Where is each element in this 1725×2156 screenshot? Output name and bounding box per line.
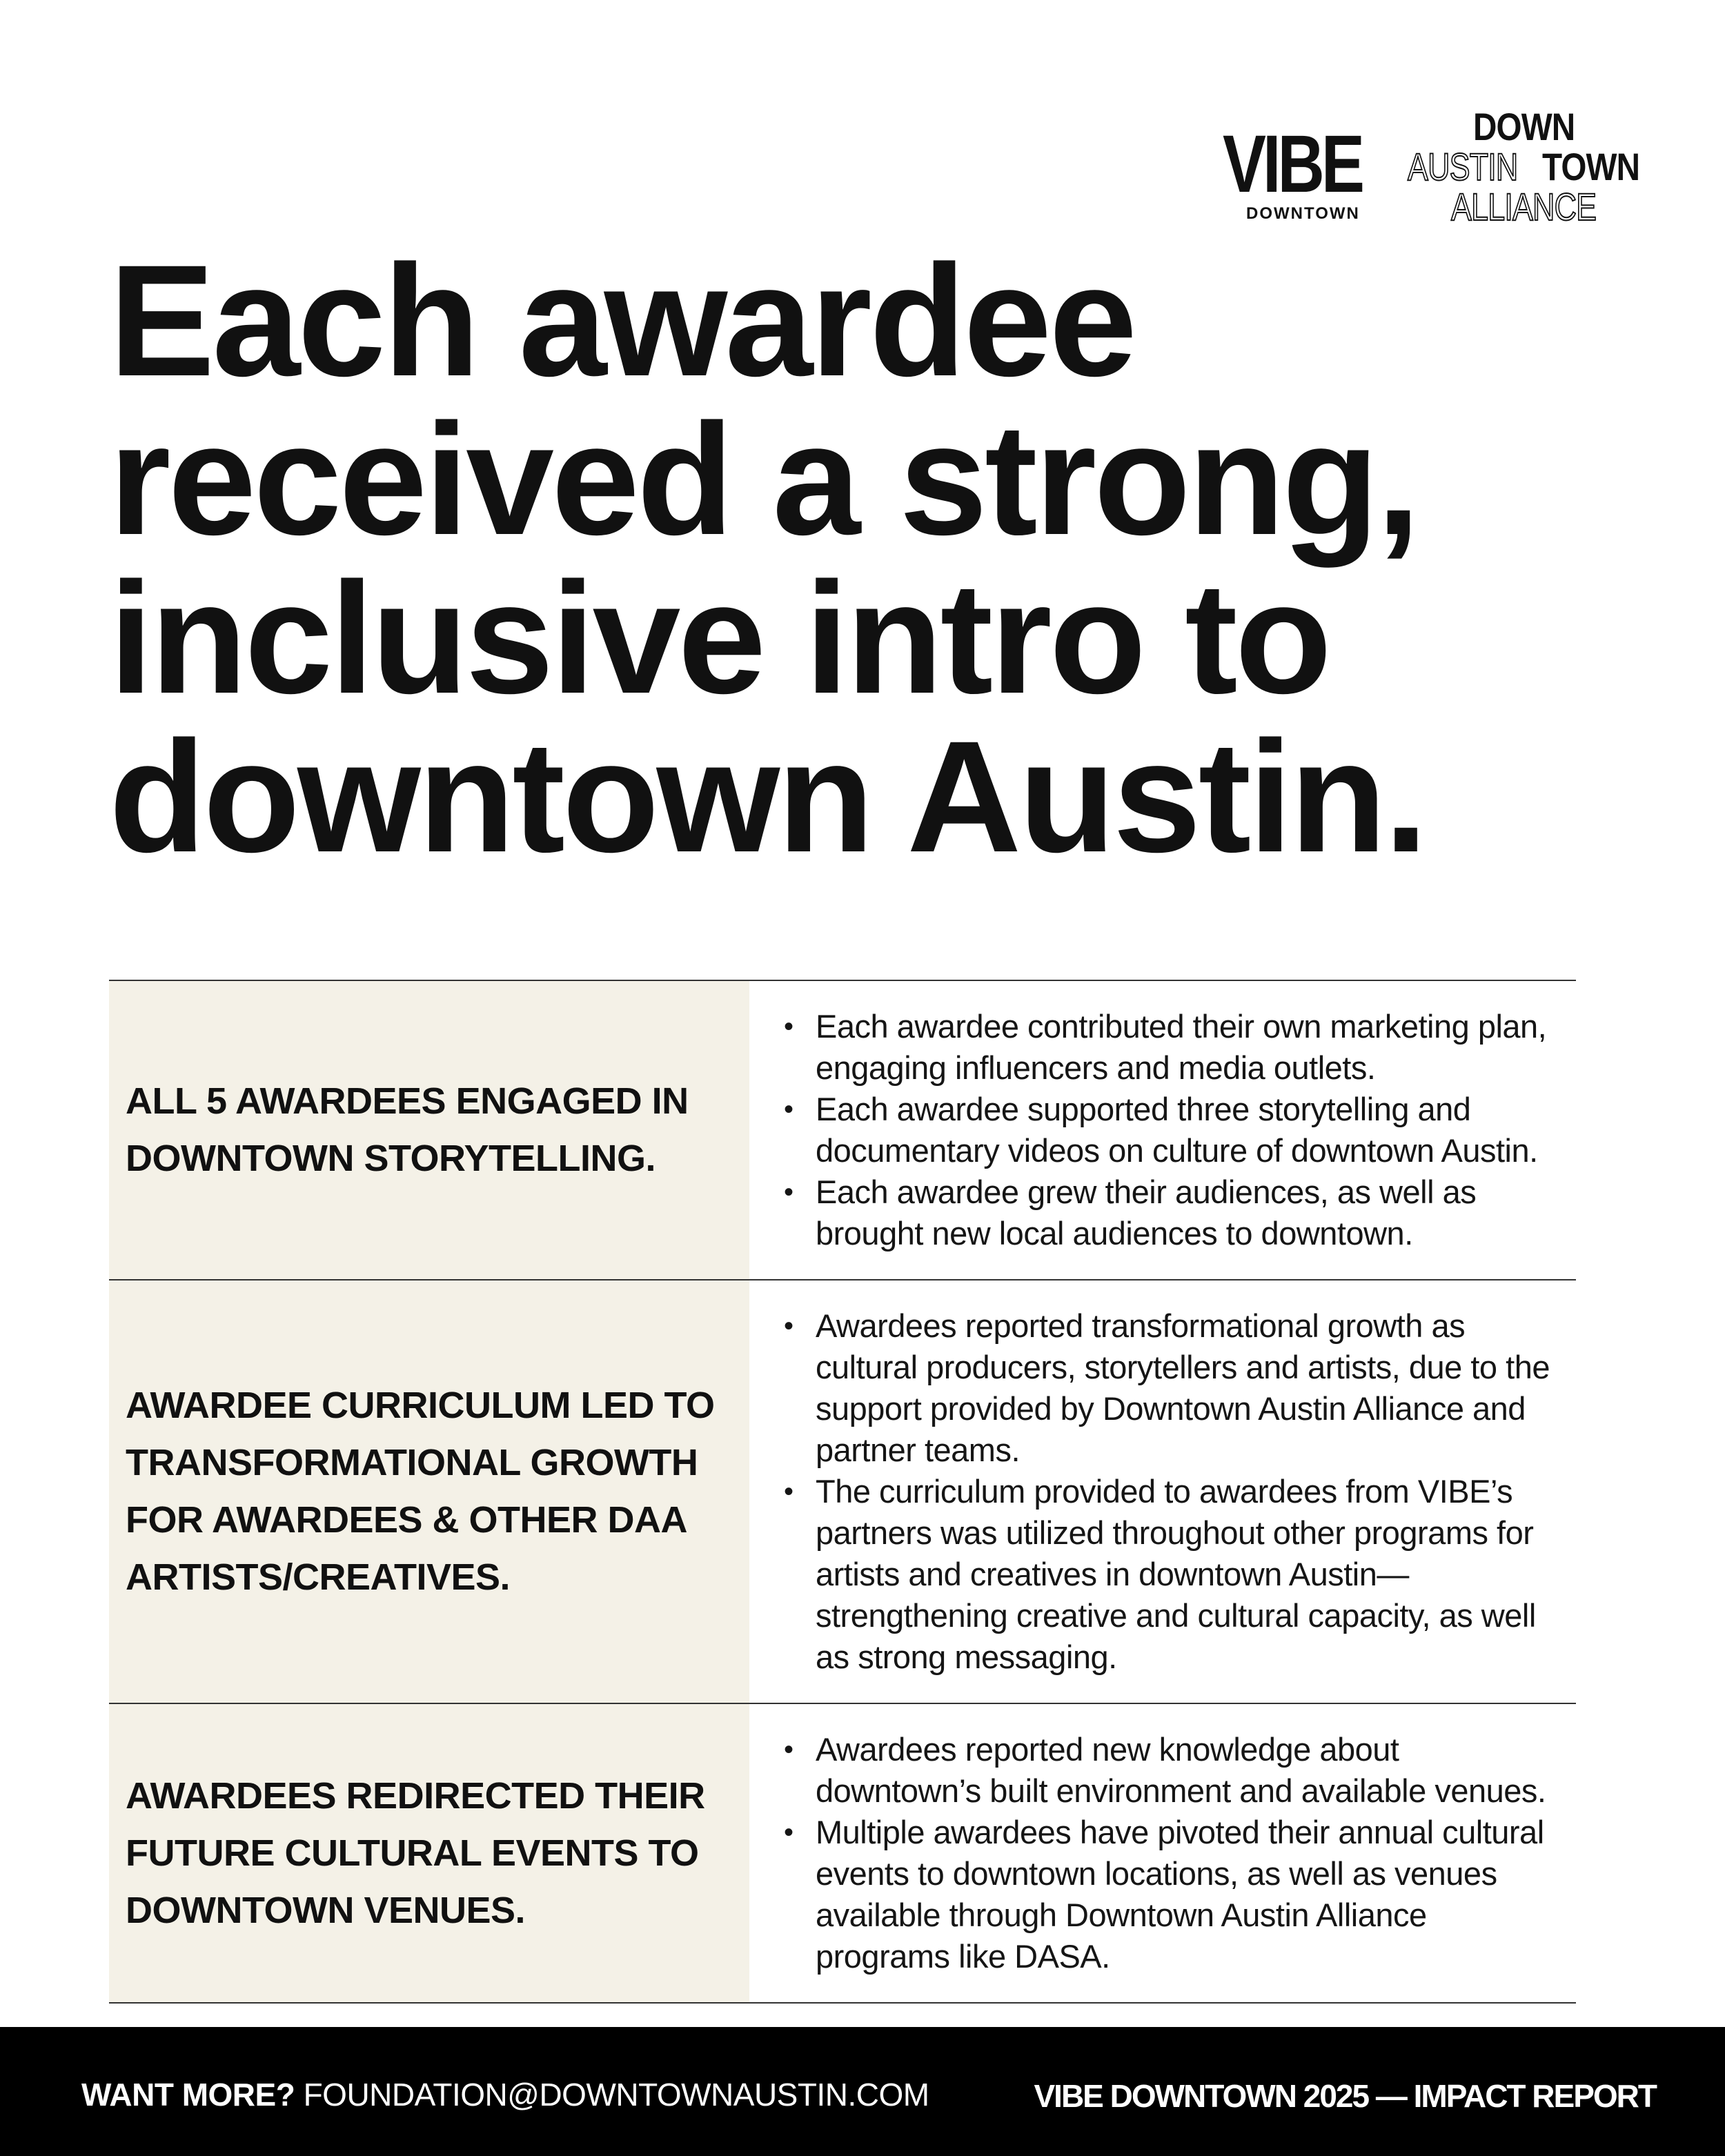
- row-body-cell: [749, 981, 1576, 1279]
- headline-line: inclusive intro to: [109, 549, 1330, 726]
- footer-report-title: VIBE DOWNTOWN 2025 — IMPACT REPORT: [1034, 2078, 1656, 2114]
- page-headline: [109, 232, 1627, 885]
- row-label-cell: [109, 1280, 749, 1703]
- vibe-logo-word: VIBE: [1223, 119, 1362, 210]
- outcomes-table: [109, 980, 1576, 2004]
- daa-logo-austin: AUSTIN: [1408, 145, 1518, 188]
- daa-logo-down: DOWN: [1473, 105, 1575, 148]
- row-body-cell: [749, 1704, 1576, 2002]
- row-label-cell: [109, 981, 749, 1279]
- row-label: ALL 5 AWARDEES ENGAGED IN DOWNTOWN STORYTELLING.: [126, 1080, 689, 1179]
- footer-contact: [81, 2075, 929, 2114]
- row-body-cell: [749, 1280, 1576, 1703]
- list-item: • Awardees reported new knowledge about downtown’s built environment and available venues.: [784, 1729, 1562, 1812]
- vibe-logo-sub: DOWNTOWN: [1246, 204, 1360, 223]
- table-row: [109, 1704, 1576, 2004]
- vibe-downtown-logo: [1223, 119, 1374, 233]
- bullet-list: [784, 1729, 1562, 1977]
- list-item: • Each awardee contributed their own marketing plan, engaging influencers and media outlets.: [784, 1006, 1562, 1089]
- list-item: • The curriculum provided to awardees from VIBE’s partners was utilized throughout other programs for artists and creatives in downtown Austin—strengthening creative and cultural capacity, as well as strong messaging.: [784, 1471, 1562, 1678]
- row-label: AWARDEES REDIRECTED THEIR FUTURE CULTURAL EVENTS TO DOWNTOWN VENUES.: [126, 1774, 705, 1931]
- bullet-list: [784, 1305, 1562, 1678]
- daa-logo-alliance: ALLIANCE: [1451, 185, 1597, 228]
- headline-line: Each awardee: [109, 232, 1135, 409]
- footer-lead: WANT MORE?: [81, 2077, 295, 2113]
- table-row: [109, 981, 1576, 1280]
- headline-line: downtown Austin.: [109, 708, 1426, 885]
- header-logos: [1214, 103, 1656, 241]
- downtown-austin-alliance-logo: [1408, 105, 1656, 232]
- list-item: • Each awardee grew their audiences, as well as brought new local audiences to downtown.: [784, 1171, 1562, 1254]
- table-row: [109, 1280, 1576, 1704]
- page-footer: [0, 2027, 1725, 2156]
- bullet-list: [784, 1006, 1562, 1254]
- row-label-cell: [109, 1704, 749, 2002]
- list-item: • Awardees reported transformational growth as cultural producers, storytellers and artists, due to the support provided by Downtown Austin Alliance and partner teams.: [784, 1305, 1562, 1471]
- daa-logo-town: TOWN: [1542, 145, 1640, 188]
- list-item: • Each awardee supported three storytelling and documentary videos on culture of downtown Austin.: [784, 1089, 1562, 1171]
- list-item: • Multiple awardees have pivoted their annual cultural events to downtown locations, as well as venues available through Downtown Austin Alliance programs like DASA.: [784, 1812, 1562, 1977]
- footer-email-link[interactable]: FOUNDATION@DOWNTOWNAUSTIN.COM: [303, 2077, 929, 2113]
- headline-line: received a strong,: [109, 390, 1418, 568]
- row-label: AWARDEE CURRICULUM LED TO TRANSFORMATIONAL GROWTH FOR AWARDEES & OTHER DAA ARTISTS/CREATIVES.: [126, 1385, 715, 1598]
